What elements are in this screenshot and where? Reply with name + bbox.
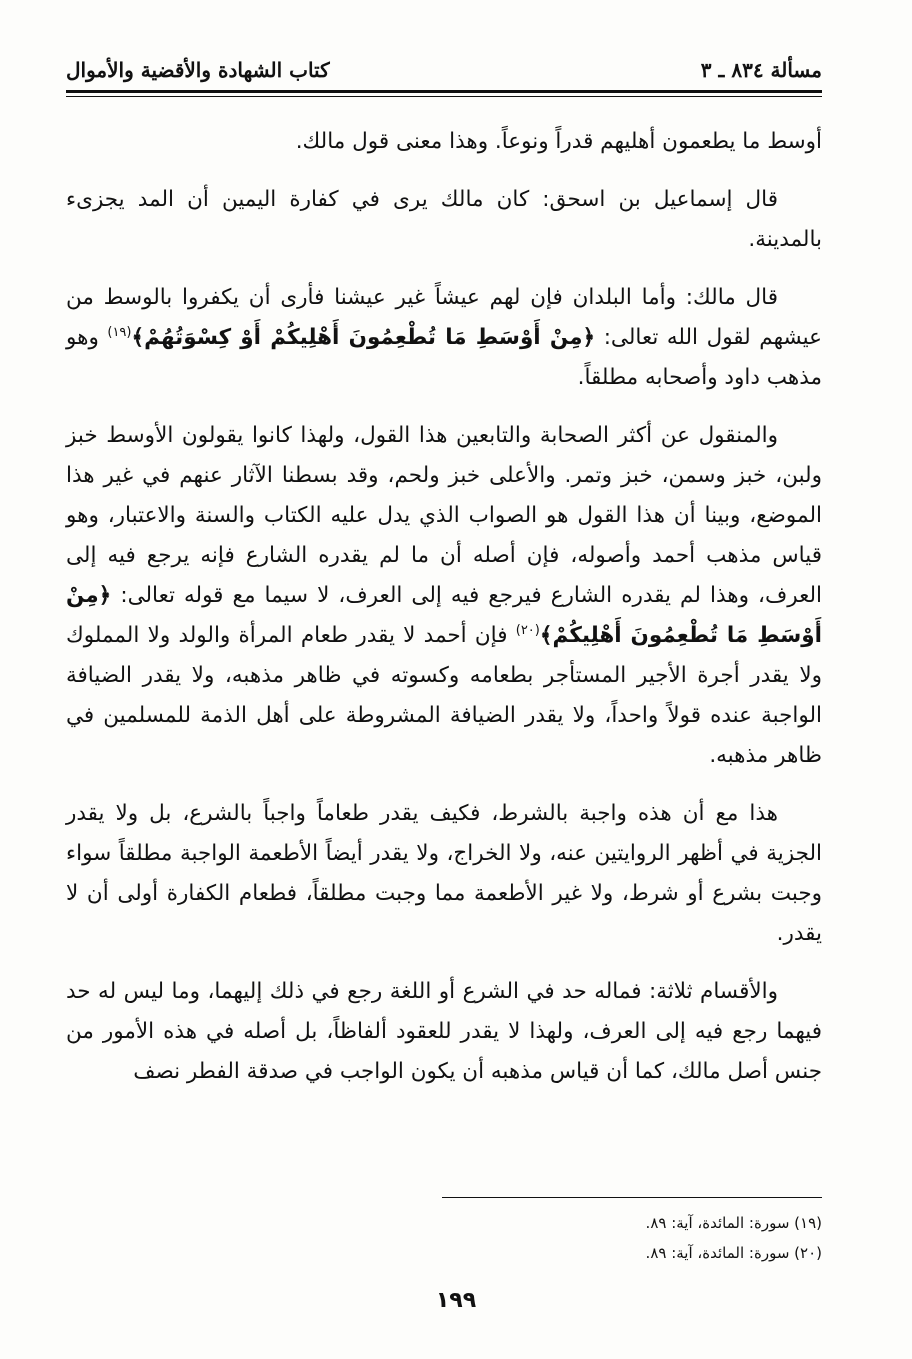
paragraph-6 [66,972,822,1092]
footnote-ref-19: (١٩) [107,324,132,340]
quran-quote: ﴿مِنْ أَوْسَطِ مَا تُطْعِمُونَ أَهْلِيكُمْ﴾ [66,583,822,648]
paragraph-1 [66,122,822,162]
paragraph-2 [66,180,822,260]
paragraph-text: فإن أحمد لا يقدر طعام المرأة والولد ولا المملوك ولا يقدر أجرة الأجير المستأجر بطعامه وكسوته في ظاهر مذهبه، ولا يقدر الضيافة الواجبة عنده قولاً واحداً، ولا يقدر الضيافة المشروطة على أهل الذمة للمسلمين في ظاهر مذهبه. [66,623,822,768]
footnote-ref-20: (٢٠) [515,622,540,638]
footnote-20: (٢٠) سورة: المائدة، آية: ٨٩. [645,1244,822,1262]
paragraph-text: والمنقول عن أكثر الصحابة والتابعين هذا القول، ولهذا كانوا يقولون الأوسط خبز ولبن، خبز وسمن، خبز وتمر. والأعلى خبز ولحم، وقد بسطنا الآثار عنهم في غير هذا الموضع، وبينا أن هذا القول هو الصواب الذي يدل عليه الكتاب والسنة والاعتبار، وهو قياس مذهب أحمد وأصوله، فإن أصله أن ما لم يقدره الشارع فإنه يرجع فيه إلى العرف، وهذا لم يقدره الشارع فيرجع فيه إلى العرف، لا سيما مع قوله تعالى: [66,423,822,608]
paragraph-text: قال مالك: وأما البلدان فإن لهم عيشاً غير عيشنا فأرى أن يكفروا بالوسط من عيشهم لقول الله تعالى: [66,285,822,350]
quran-quote: ﴿مِنْ أَوْسَطِ مَا تُطْعِمُونَ أَهْلِيكُمْ أَوْ كِسْوَتُهُمْ﴾ [131,325,596,350]
header-rule-thick [66,90,822,93]
paragraph-text: وهو مذهب داود وأصحابه مطلقاً. [66,325,822,390]
paragraph-text: قال إسماعيل بن اسحق: كان مالك يرى في كفارة اليمين أن المد يجزىء بالمدينة. [66,187,822,252]
paragraph-3 [66,278,822,398]
main-text [66,122,822,1110]
footnote-rule [442,1197,822,1198]
issue-label: مسألة ٨٣٤ ـ ٣ [700,58,822,82]
paragraph-text: هذا مع أن هذه واجبة بالشرط، فكيف يقدر طعاماً واجباً بالشرع، بل ولا يقدر الجزية في أظهر الروايتين عنه، ولا الخراج، ولا يقدر أيضاً الأطعمة الواجبة مطلقاً سواء وجبت بشرع أو شرط، ولا غير الأطعمة مما وجبت مطلقاً، فطعام الكفارة أولى أن لا يقدر. [66,801,822,946]
running-header [66,54,822,88]
paragraph-text: والأقسام ثلاثة: فماله حد في الشرع أو اللغة رجع في ذلك إليهما، وما ليس له حد فيهما رجع فيه إلى العرف، ولهذا لا يقدر للعقود ألفاظاً، بل أصله في هذه الأمور من جنس أصل مالك، كما أن قياس مذهبه أن يكون الواجب في صدقة الفطر نصف [66,979,822,1084]
header-rule-thin [66,96,822,97]
footnote-19: (١٩) سورة: المائدة، آية: ٨٩. [645,1214,822,1232]
paragraph-text: أوسط ما يطعمون أهليهم قدراً ونوعاً. وهذا معنى قول مالك. [295,129,822,154]
paragraph-5 [66,794,822,954]
footnotes [66,1208,822,1268]
paragraph-4 [66,416,822,776]
page-number: ١٩٩ [435,1288,477,1313]
book-title: كتاب الشهادة والأقضية والأموال [66,58,330,82]
